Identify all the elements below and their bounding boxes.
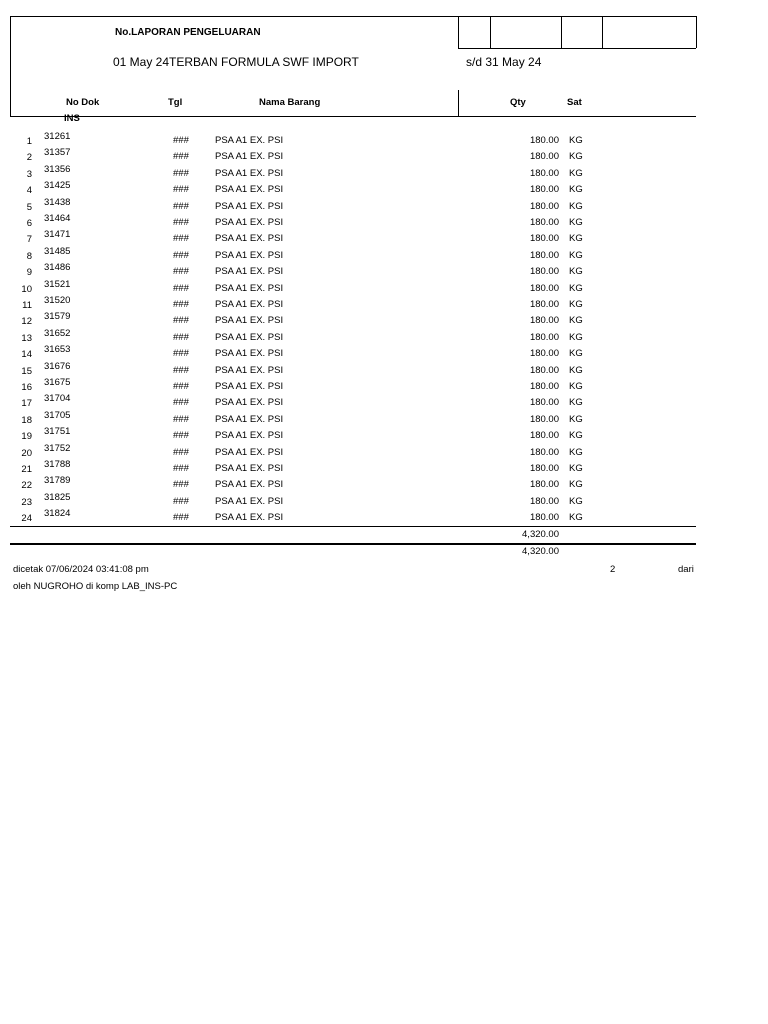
row-no-dok: 31485	[44, 245, 71, 257]
row-nama-barang: PSA A1 EX. PSI	[215, 151, 284, 163]
column-header-no-dok: No Dok	[66, 97, 100, 108]
row-sat: KG	[569, 217, 583, 228]
row-tgl: ###	[173, 266, 189, 278]
row-qty: 180.00	[529, 381, 559, 392]
header-right-border	[696, 16, 697, 48]
row-nama-barang: PSA A1 EX. PSI	[215, 446, 284, 458]
row-number: 16	[21, 382, 32, 393]
row-sat: KG	[569, 364, 583, 376]
row-nama-barang: PSA A1 EX. PSI	[215, 167, 284, 179]
row-number: 15	[21, 365, 32, 377]
row-qty: 180.00	[529, 233, 559, 245]
row-number: 4	[26, 185, 32, 197]
row-number: 22	[21, 480, 32, 492]
row-qty: 180.00	[529, 151, 559, 163]
row-sat: KG	[569, 397, 583, 409]
row-qty: 180.00	[529, 217, 559, 228]
row-nama-barang: PSA A1 EX. PSI	[215, 463, 284, 474]
row-number: 6	[26, 218, 32, 229]
header-box-divider-2	[490, 16, 491, 48]
row-tgl: ###	[173, 282, 189, 294]
subtotal-line	[10, 526, 696, 527]
row-number: 5	[26, 201, 32, 213]
row-qty: 180.00	[529, 495, 559, 507]
header-top-border	[10, 16, 696, 17]
row-sat: KG	[569, 266, 583, 278]
row-nama-barang: PSA A1 EX. PSI	[215, 331, 284, 343]
row-qty: 180.00	[529, 249, 559, 261]
row-qty: 180.00	[529, 266, 559, 278]
row-nama-barang: PSA A1 EX. PSI	[215, 315, 284, 327]
row-nama-barang: PSA A1 EX. PSI	[215, 299, 284, 310]
row-tgl: ###	[173, 512, 189, 524]
row-number: 17	[21, 398, 32, 410]
row-tgl: ###	[173, 479, 189, 491]
row-nama-barang: PSA A1 EX. PSI	[215, 364, 284, 376]
header-box-divider-3	[561, 16, 562, 48]
row-no-dok: 31676	[44, 360, 71, 372]
row-nama-barang: PSA A1 EX. PSI	[215, 249, 284, 261]
row-qty: 180.00	[529, 413, 559, 425]
row-no-dok: 31520	[44, 295, 71, 306]
row-qty: 180.00	[529, 167, 559, 179]
row-number: 7	[26, 234, 32, 246]
row-tgl: ###	[173, 167, 189, 179]
printed-by: oleh NUGROHO di komp LAB_INS-PC	[13, 581, 178, 592]
row-sat: KG	[569, 495, 583, 507]
row-sat: KG	[569, 348, 583, 360]
header-box-divider-1	[458, 16, 459, 48]
row-sat: KG	[569, 184, 583, 196]
row-number: 18	[21, 414, 32, 426]
header-box-divider-4	[602, 16, 603, 48]
row-no-dok: 31425	[44, 180, 71, 192]
row-nama-barang: PSA A1 EX. PSI	[215, 200, 284, 212]
column-header-divider	[458, 90, 459, 116]
row-nama-barang: PSA A1 EX. PSI	[215, 135, 284, 146]
row-nama-barang: PSA A1 EX. PSI	[215, 495, 284, 507]
row-no-dok: 31752	[44, 442, 71, 454]
row-no-dok: 31705	[44, 409, 71, 421]
row-number: 3	[26, 168, 32, 180]
row-tgl: ###	[173, 348, 189, 360]
row-tgl: ###	[173, 233, 189, 245]
row-tgl: ###	[173, 135, 189, 146]
row-sat: KG	[569, 233, 583, 245]
row-tgl: ###	[173, 151, 189, 163]
row-qty: 180.00	[529, 479, 559, 491]
subtotal-value: 4,320.00	[522, 529, 559, 540]
header-left-border	[10, 16, 11, 116]
row-tgl: ###	[173, 217, 189, 228]
row-sat: KG	[569, 249, 583, 261]
row-sat: KG	[569, 151, 583, 163]
row-nama-barang: PSA A1 EX. PSI	[215, 348, 284, 360]
row-sat: KG	[569, 331, 583, 343]
row-qty: 180.00	[529, 446, 559, 458]
report-period-from: 01 May 24TERBAN FORMULA SWF IMPORT	[113, 55, 359, 69]
row-no-dok: 31789	[44, 475, 71, 487]
row-sat: KG	[569, 463, 583, 474]
row-nama-barang: PSA A1 EX. PSI	[215, 397, 284, 409]
row-no-dok: 31652	[44, 327, 71, 339]
row-number: 21	[21, 464, 32, 475]
row-tgl: ###	[173, 397, 189, 409]
row-qty: 180.00	[529, 364, 559, 376]
row-sat: KG	[569, 135, 583, 146]
row-tgl: ###	[173, 463, 189, 474]
report-title: No.LAPORAN PENGELUARAN	[115, 27, 261, 38]
header-box-bottom	[458, 48, 696, 49]
row-qty: 180.00	[529, 282, 559, 294]
column-header-nama-barang: Nama Barang	[259, 97, 321, 108]
row-tgl: ###	[173, 430, 189, 442]
row-sat: KG	[569, 479, 583, 491]
row-qty: 180.00	[529, 512, 559, 524]
column-header-no-dok-sub: INS	[64, 113, 80, 124]
grand-total-value: 4,320.00	[522, 546, 559, 557]
row-nama-barang: PSA A1 EX. PSI	[215, 381, 284, 392]
row-number: 19	[21, 431, 32, 443]
row-qty: 180.00	[529, 397, 559, 409]
row-no-dok: 31579	[44, 311, 71, 323]
row-tgl: ###	[173, 331, 189, 343]
row-sat: KG	[569, 381, 583, 392]
row-number: 14	[21, 349, 32, 361]
row-sat: KG	[569, 315, 583, 327]
row-number: 2	[26, 152, 32, 164]
page-number: 2	[610, 564, 616, 575]
row-no-dok: 31825	[44, 491, 71, 503]
row-number: 8	[26, 250, 32, 262]
row-no-dok: 31653	[44, 344, 71, 356]
row-nama-barang: PSA A1 EX. PSI	[215, 479, 284, 491]
row-tgl: ###	[173, 446, 189, 458]
row-tgl: ###	[173, 364, 189, 376]
row-no-dok: 31471	[44, 229, 71, 241]
row-tgl: ###	[173, 381, 189, 392]
row-nama-barang: PSA A1 EX. PSI	[215, 413, 284, 425]
row-number: 1	[26, 136, 32, 147]
row-nama-barang: PSA A1 EX. PSI	[215, 184, 284, 196]
row-tgl: ###	[173, 413, 189, 425]
row-no-dok: 31824	[44, 508, 71, 520]
row-no-dok: 31704	[44, 393, 71, 405]
row-no-dok: 31438	[44, 196, 71, 208]
row-no-dok: 31357	[44, 147, 71, 159]
printed-timestamp: dicetak 07/06/2024 03:41:08 pm	[13, 564, 149, 575]
row-no-dok: 31356	[44, 163, 71, 175]
row-number: 13	[21, 332, 32, 344]
row-nama-barang: PSA A1 EX. PSI	[215, 512, 284, 524]
grand-total-line	[10, 543, 696, 545]
report-period-to: s/d 31 May 24	[466, 55, 542, 69]
row-sat: KG	[569, 299, 583, 310]
row-number: 24	[21, 513, 32, 525]
column-header-tgl: Tgl	[168, 97, 183, 108]
row-sat: KG	[569, 200, 583, 212]
row-tgl: ###	[173, 495, 189, 507]
row-qty: 180.00	[529, 348, 559, 360]
row-number: 11	[22, 300, 32, 311]
row-number: 9	[26, 267, 32, 279]
row-no-dok: 31675	[44, 377, 71, 388]
row-qty: 180.00	[529, 430, 559, 442]
row-tgl: ###	[173, 249, 189, 261]
row-sat: KG	[569, 430, 583, 442]
row-qty: 180.00	[529, 135, 559, 146]
row-sat: KG	[569, 512, 583, 524]
row-sat: KG	[569, 167, 583, 179]
row-tgl: ###	[173, 315, 189, 327]
row-sat: KG	[569, 282, 583, 294]
row-no-dok: 31788	[44, 459, 71, 470]
row-qty: 180.00	[529, 200, 559, 212]
row-sat: KG	[569, 413, 583, 425]
row-number: 20	[21, 447, 32, 459]
row-no-dok: 31751	[44, 426, 71, 438]
row-no-dok: 31521	[44, 278, 71, 290]
row-qty: 180.00	[529, 299, 559, 310]
row-nama-barang: PSA A1 EX. PSI	[215, 282, 284, 294]
row-number: 12	[21, 316, 32, 328]
row-qty: 180.00	[529, 463, 559, 474]
row-no-dok: 31486	[44, 262, 71, 274]
row-no-dok: 31261	[44, 131, 71, 142]
row-qty: 180.00	[529, 315, 559, 327]
row-no-dok: 31464	[44, 213, 71, 224]
row-qty: 180.00	[529, 331, 559, 343]
column-header-sat: Sat	[567, 97, 582, 108]
row-tgl: ###	[173, 299, 189, 310]
row-tgl: ###	[173, 200, 189, 212]
page-of-label: dari	[678, 564, 694, 575]
row-nama-barang: PSA A1 EX. PSI	[215, 217, 284, 228]
row-qty: 180.00	[529, 184, 559, 196]
row-sat: KG	[569, 446, 583, 458]
row-nama-barang: PSA A1 EX. PSI	[215, 266, 284, 278]
column-header-qty: Qty	[510, 97, 526, 108]
row-nama-barang: PSA A1 EX. PSI	[215, 233, 284, 245]
column-header-bottom	[10, 116, 696, 117]
row-tgl: ###	[173, 184, 189, 196]
row-number: 10	[21, 283, 32, 295]
row-nama-barang: PSA A1 EX. PSI	[215, 430, 284, 442]
row-number: 23	[21, 496, 32, 508]
